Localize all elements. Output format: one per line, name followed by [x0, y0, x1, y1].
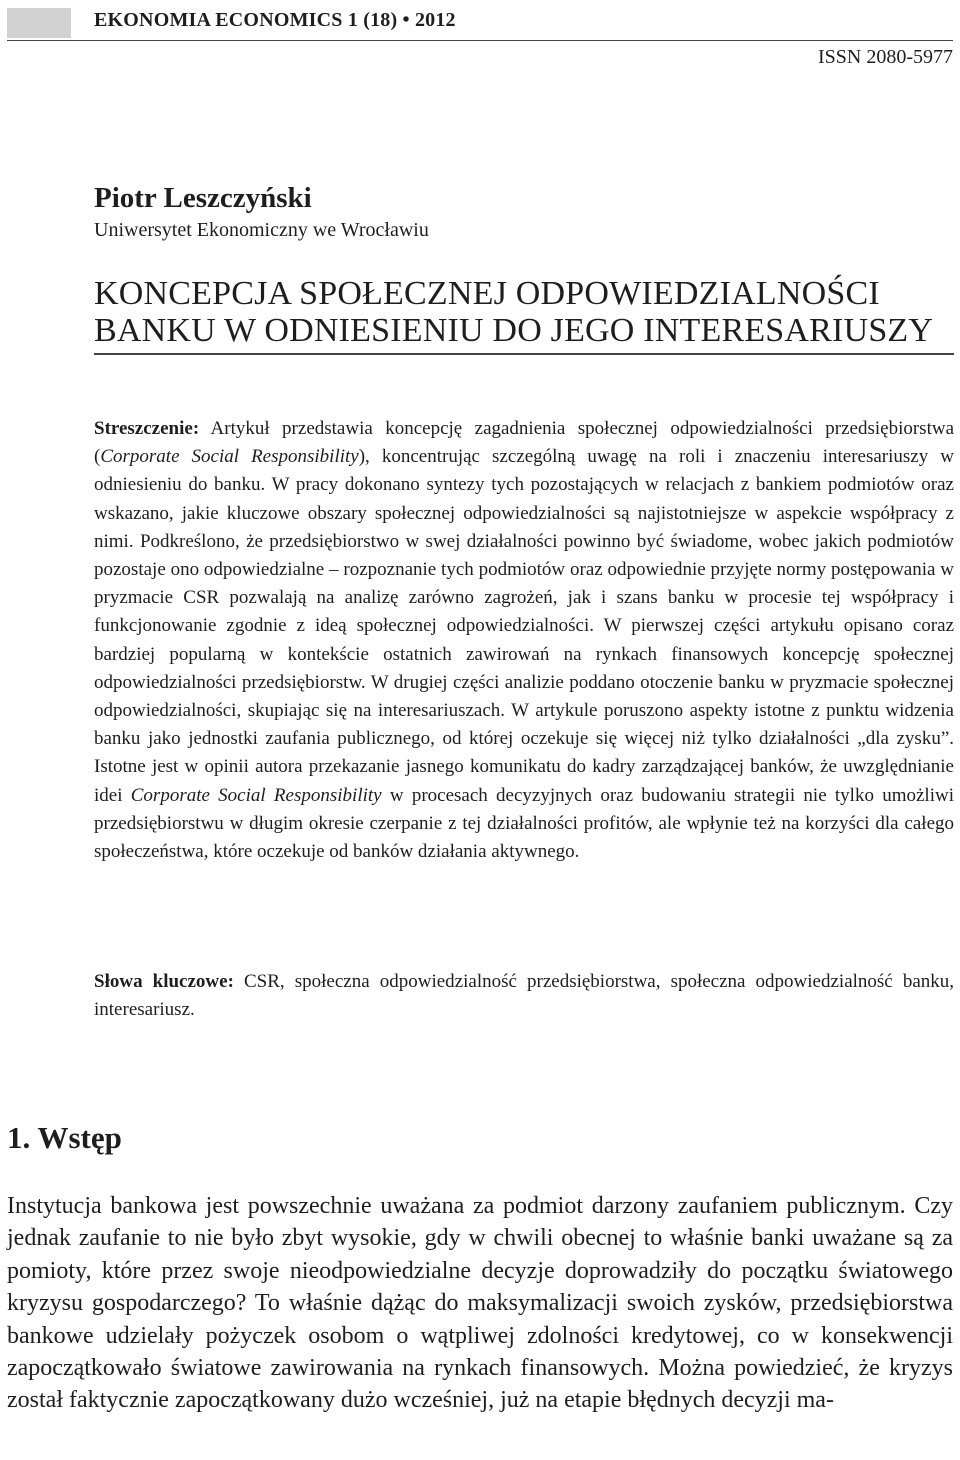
introduction-paragraph: Instytucja bankowa jest powszechnie uważana za podmiot darzony zaufaniem publicznym. Czy jednak zaufanie to nie było zbyt wysokie, gdy w chwili obecnej to właśnie banki uważane są za pomioty, które przez swoje nieodpowiedzialne decyzje doprowadziły do początku światowego kryzysu gospodarczego? To właśnie dążąc do maksymalizacji swoich zysków, przedsiębiorstwa bankowe udzielały pożyczek osobom o wątpliwej zdolności kredytowej, co w konsekwencji zapoczątkowało światowe zawirowania na rynkach finansowych. Można powiedzieć, że kryzys został faktycznie zapoczątkowany dużo wcześniej, już na etapie błędnych decyzji ma-: [7, 1193, 953, 1414]
header-divider: [7, 40, 953, 41]
abstract: [94, 415, 954, 866]
abstract-text-3: w procesach decyzyjnych oraz budowaniu strategii nie tylko umożliwi przedsiębiorstwu w długim okresie czerpanie z tej działalności profitów, ale wpłynie też na korzyści dla całego społeczeństwa, które oczekuje od banków działania aktywnego.: [94, 784, 954, 863]
keywords-label: Słowa kluczowe:: [94, 971, 234, 992]
abstract-label: Streszczenie:: [94, 418, 200, 439]
keywords-text: CSR, społeczna odpowiedzialność przedsiębiorstwa, społeczna odpowiedzialność banku, interesariusz.: [94, 971, 955, 1021]
article-title: [94, 275, 954, 349]
title-divider: [94, 353, 954, 355]
abstract-italic-term-1: Corporate Social Responsibility: [100, 446, 359, 468]
journal-header: EKONOMIA ECONOMICS 1 (18) • 2012: [94, 9, 456, 31]
header-shade-block: [7, 8, 71, 38]
issn-label: ISSN 2080-5977: [817, 46, 953, 68]
abstract-text-2: ), koncentrując szczególną uwagę na roli i znaczeniu interesariuszy w odniesieniu do banku. W pracy dokonano syntezy tych pozostających w relacjach z bankiem podmiotów oraz wskazano, jakie kluczowe obszary społecznej odpowiedzialności są najistotniejsze w aspekcie współpracy z nimi. Podkreślono, że przedsiębiorstwo w swej działalności powinno być świadome, wobec jakich podmiotów pozostaje ono odpowiedzialne – rozpoznanie tych podmiotów oraz odpowiednie przyjęte normy postępowania w pryzmacie CSR pozwalają na analizę zarówno zagrożeń, jak i szans banku w procesie tej współpracy i funkcjonowanie zgodnie z ideą społecznej odpowiedzialności. W pierwszej części artykułu opisano coraz bardziej popularną w kontekście ostatnich zawirowań na rynkach finansowych koncepcję społecznej odpowiedzialności przedsiębiorstw. W drugiej części analizie poddano otoczenie banku w pryzmacie społecznej odpowiedzialności, skupiając się na interesariuszach. W artykule poruszono aspekty istotne z punktu widzenia banku jako jednostki zaufania publicznego, od której oczekuje się więcej niż tylko działalności „dla zysku”. Istotne jest w opinii autora przekazanie jasnego komunikatu do kadry zarządzającej banków, że uwzględnianie idei: [94, 446, 954, 806]
author-affiliation: Uniwersytet Ekonomiczny we Wrocławiu: [94, 219, 429, 241]
abstract-text-1: Artykuł przedstawia koncepcję zagadnienia społecznej odpowiedzialności przedsiębiorstwa (: [94, 418, 954, 468]
article-title-line-2: BANKU W ODNIESIENIU DO JEGO INTERESARIUSZY: [94, 312, 934, 349]
section-heading: 1. Wstęp: [7, 1120, 122, 1155]
author-name: Piotr Leszczyński: [94, 182, 312, 214]
abstract-italic-term-2: Corporate Social Responsibility: [130, 784, 382, 806]
article-title-line-1: KONCEPCJA SPOŁECZNEJ ODPOWIEDZIALNOŚCI: [94, 275, 880, 312]
keywords: [94, 968, 954, 1024]
